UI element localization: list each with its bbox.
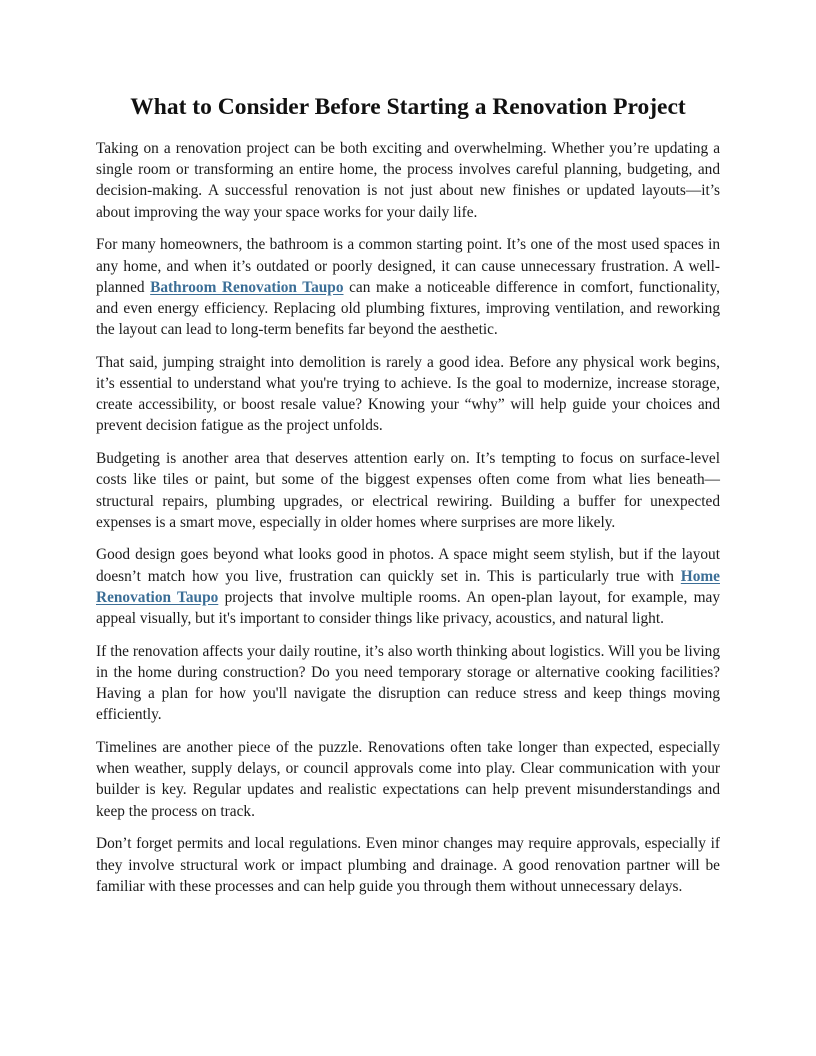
paragraph-planning: That said, jumping straight into demolition is rarely a good idea. Before any physical work begins, it’s essential to understand what you're trying to achieve. Is the goal to modernize, increase storage, create accessibility, or boost resale value? Knowing your “why” will help guide your choices and prevent decision fatigue as the project unfolds. — [96, 353, 720, 435]
document-title: What to Consider Before Starting a Renovation Project — [130, 94, 686, 120]
paragraph-text: can make a noticeable difference in comfort, functionality, and even energy efficiency. Replacing old plumbing fixtures, improving ventilation, and reworking the layout can lead to long-term benefits far beyond the aesthetic. — [96, 278, 720, 339]
paragraph-text: Good design goes beyond what looks good in photos. A space might seem stylish, but if the layout doesn’t match how you live, frustration can quickly set in. This is particularly true with — [96, 546, 720, 585]
home-renovation-taupo-link[interactable]: Home Renovation Taupo — [96, 567, 720, 606]
bathroom-renovation-taupo-link[interactable]: Bathroom Renovation Taupo — [150, 278, 344, 296]
paragraph-permits: Don’t forget permits and local regulations. Even minor changes may require approvals, especially if they involve structural work or impact plumbing and drainage. A good renovation partner will be familiar with these processes and can help guide you through them without unnecessary delays. — [96, 835, 720, 895]
paragraph-logistics: If the renovation affects your daily routine, it’s also worth thinking about logistics. Will you be living in the home during construction? Do you need temporary storage or alternative cooking facilities? Having a plan for how you'll navigate the disruption can reduce stress and keep things moving efficiently. — [96, 642, 720, 724]
paragraph-bathroom — [96, 234, 720, 340]
paragraph-design — [96, 544, 720, 629]
paragraph-timelines: Timelines are another piece of the puzzle. Renovations often take longer than expected, especially when weather, supply delays, or council approvals come into play. Clear communication with your builder is key. Regular updates and realistic expectations can help prevent misunderstandings and keep the process on track. — [96, 739, 720, 820]
paragraph-text: For many homeowners, the bathroom is a common starting point. It’s one of the most used spaces in any home, and when it’s outdated or poorly designed, it can cause unnecessary frustration. A well-planned — [96, 236, 720, 296]
paragraph-budgeting: Budgeting is another area that deserves attention early on. It’s tempting to focus on surface-level costs like tiles or paint, but some of the biggest expenses often come from what lies beneath—structural repairs, plumbing upgrades, or electrical rewiring. Building a buffer for unexpected expenses is a smart move, especially in older homes where surprises are more likely. — [96, 450, 720, 531]
paragraph-text: projects that involve multiple rooms. An open-plan layout, for example, may appeal visually, but it's important to consider things like privacy, acoustics, and natural light. — [96, 588, 721, 628]
paragraph-intro: Taking on a renovation project can be both exciting and overwhelming. Whether you’re updating a single room or transforming an entire home, the process involves careful planning, budgeting, and decision-making. A successful renovation is not just about new finishes or updated layouts—it’s about improving the way your space works for your daily life. — [96, 140, 720, 221]
document-page — [96, 92, 720, 909]
